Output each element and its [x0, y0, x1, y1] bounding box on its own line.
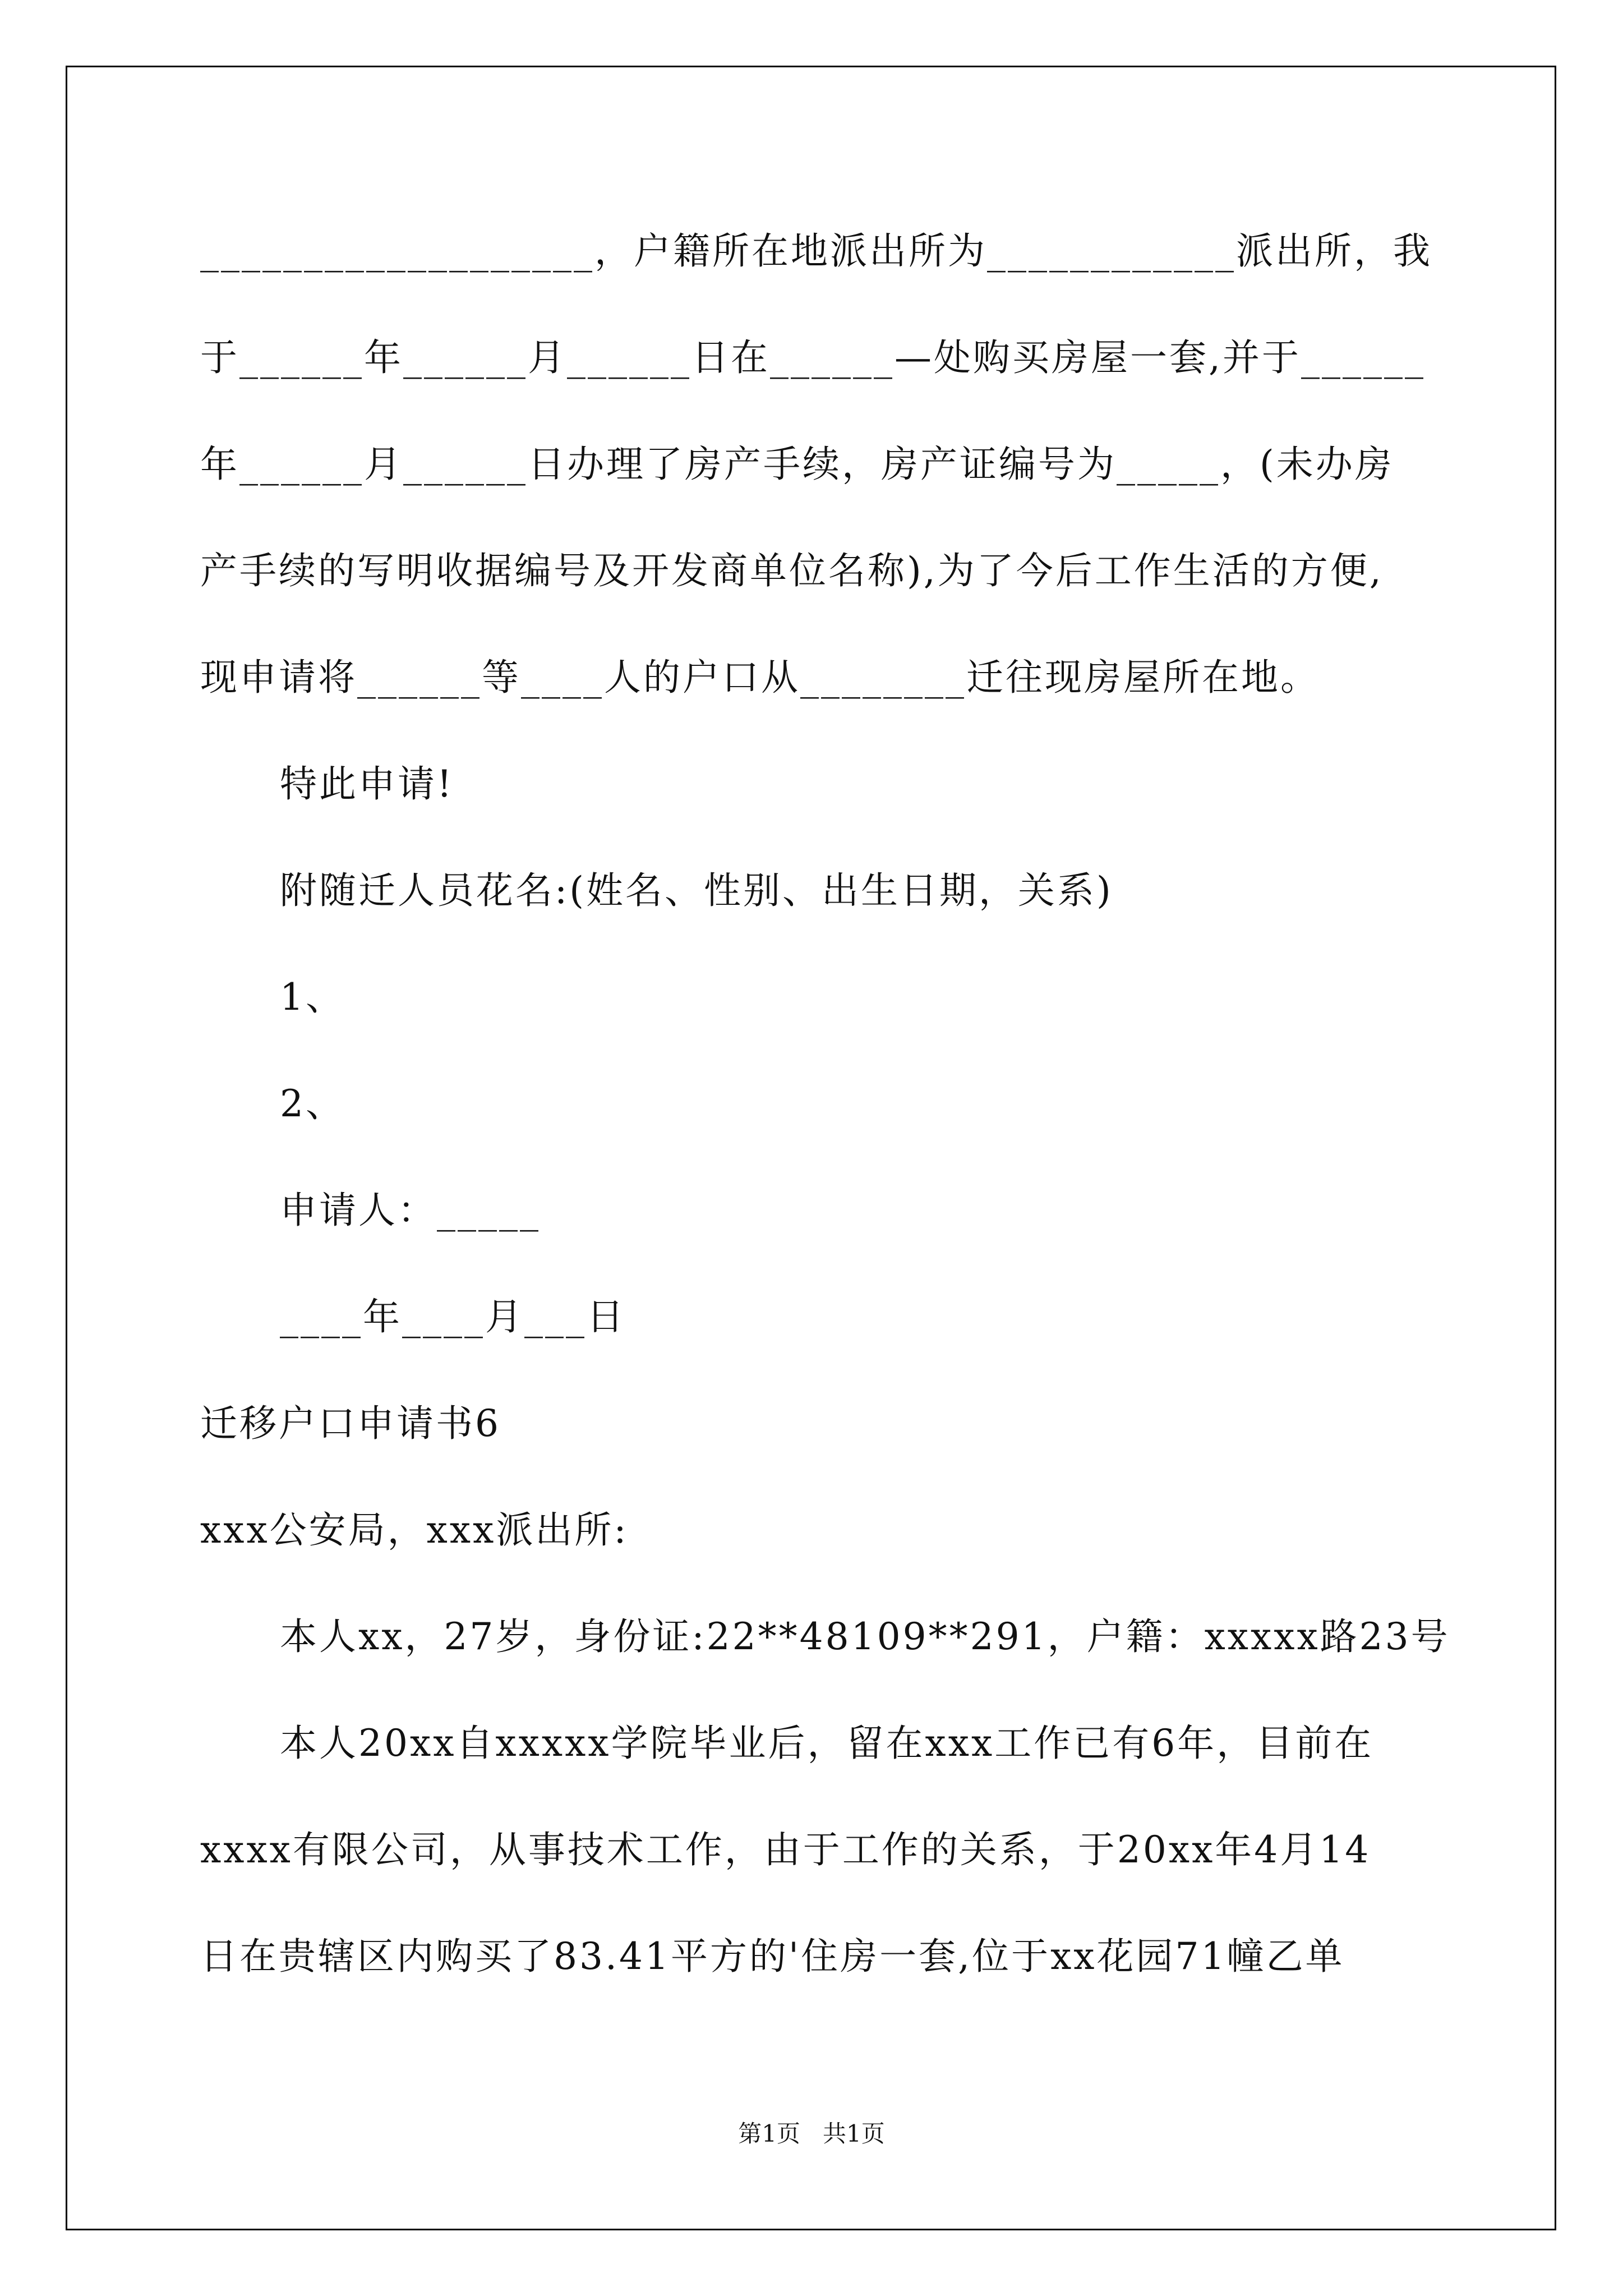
text-line: 现申请将______等____人的户口从________迁往现房屋所在地。 [200, 656, 1320, 699]
list-item: 2、 [280, 1082, 345, 1125]
text-line: 本人20xx自xxxxx学院毕业后，留在xxx工作已有6年，目前在 [280, 1722, 1374, 1765]
text-line: 本人xx，27岁，身份证:22**48109**291，户籍：xxxxx路23号 [280, 1615, 1450, 1658]
page-border [66, 66, 1556, 2230]
text-line: xxxx有限公司，从事技术工作，由于工作的关系，于20xx年4月14 [200, 1828, 1371, 1871]
text-line: 年______月______日办理了房产手续，房产证编号为_____，(未办房 [200, 443, 1394, 486]
text-line: 于______年______月______日在______—处购买房屋一套,并于______ [200, 336, 1426, 379]
text-line: 特此申请! [280, 762, 454, 806]
date-line: ____年____月___日 [280, 1295, 626, 1338]
text-line: ___________________，户籍所在地派出所为____________派出所，我 [200, 229, 1432, 273]
addressee-line: xxx公安局，xxx派出所: [200, 1508, 629, 1552]
applicant-line: 申请人：_____ [280, 1189, 541, 1232]
section-title: 迁移户口申请书6 [200, 1402, 501, 1445]
list-item: 1、 [280, 976, 345, 1019]
text-line: 附随迁人员花名:(姓名、性别、出生日期，关系) [280, 869, 1113, 912]
text-line: 日在贵辖区内购买了83.41平方的'住房一套,位于xx花园71幢乙单 [200, 1935, 1345, 1978]
page-footer: 第1页 共1页 [738, 2120, 885, 2147]
text-line: 产手续的写明收据编号及开发商单位名称),为了今后工作生活的方便, [200, 549, 1384, 592]
